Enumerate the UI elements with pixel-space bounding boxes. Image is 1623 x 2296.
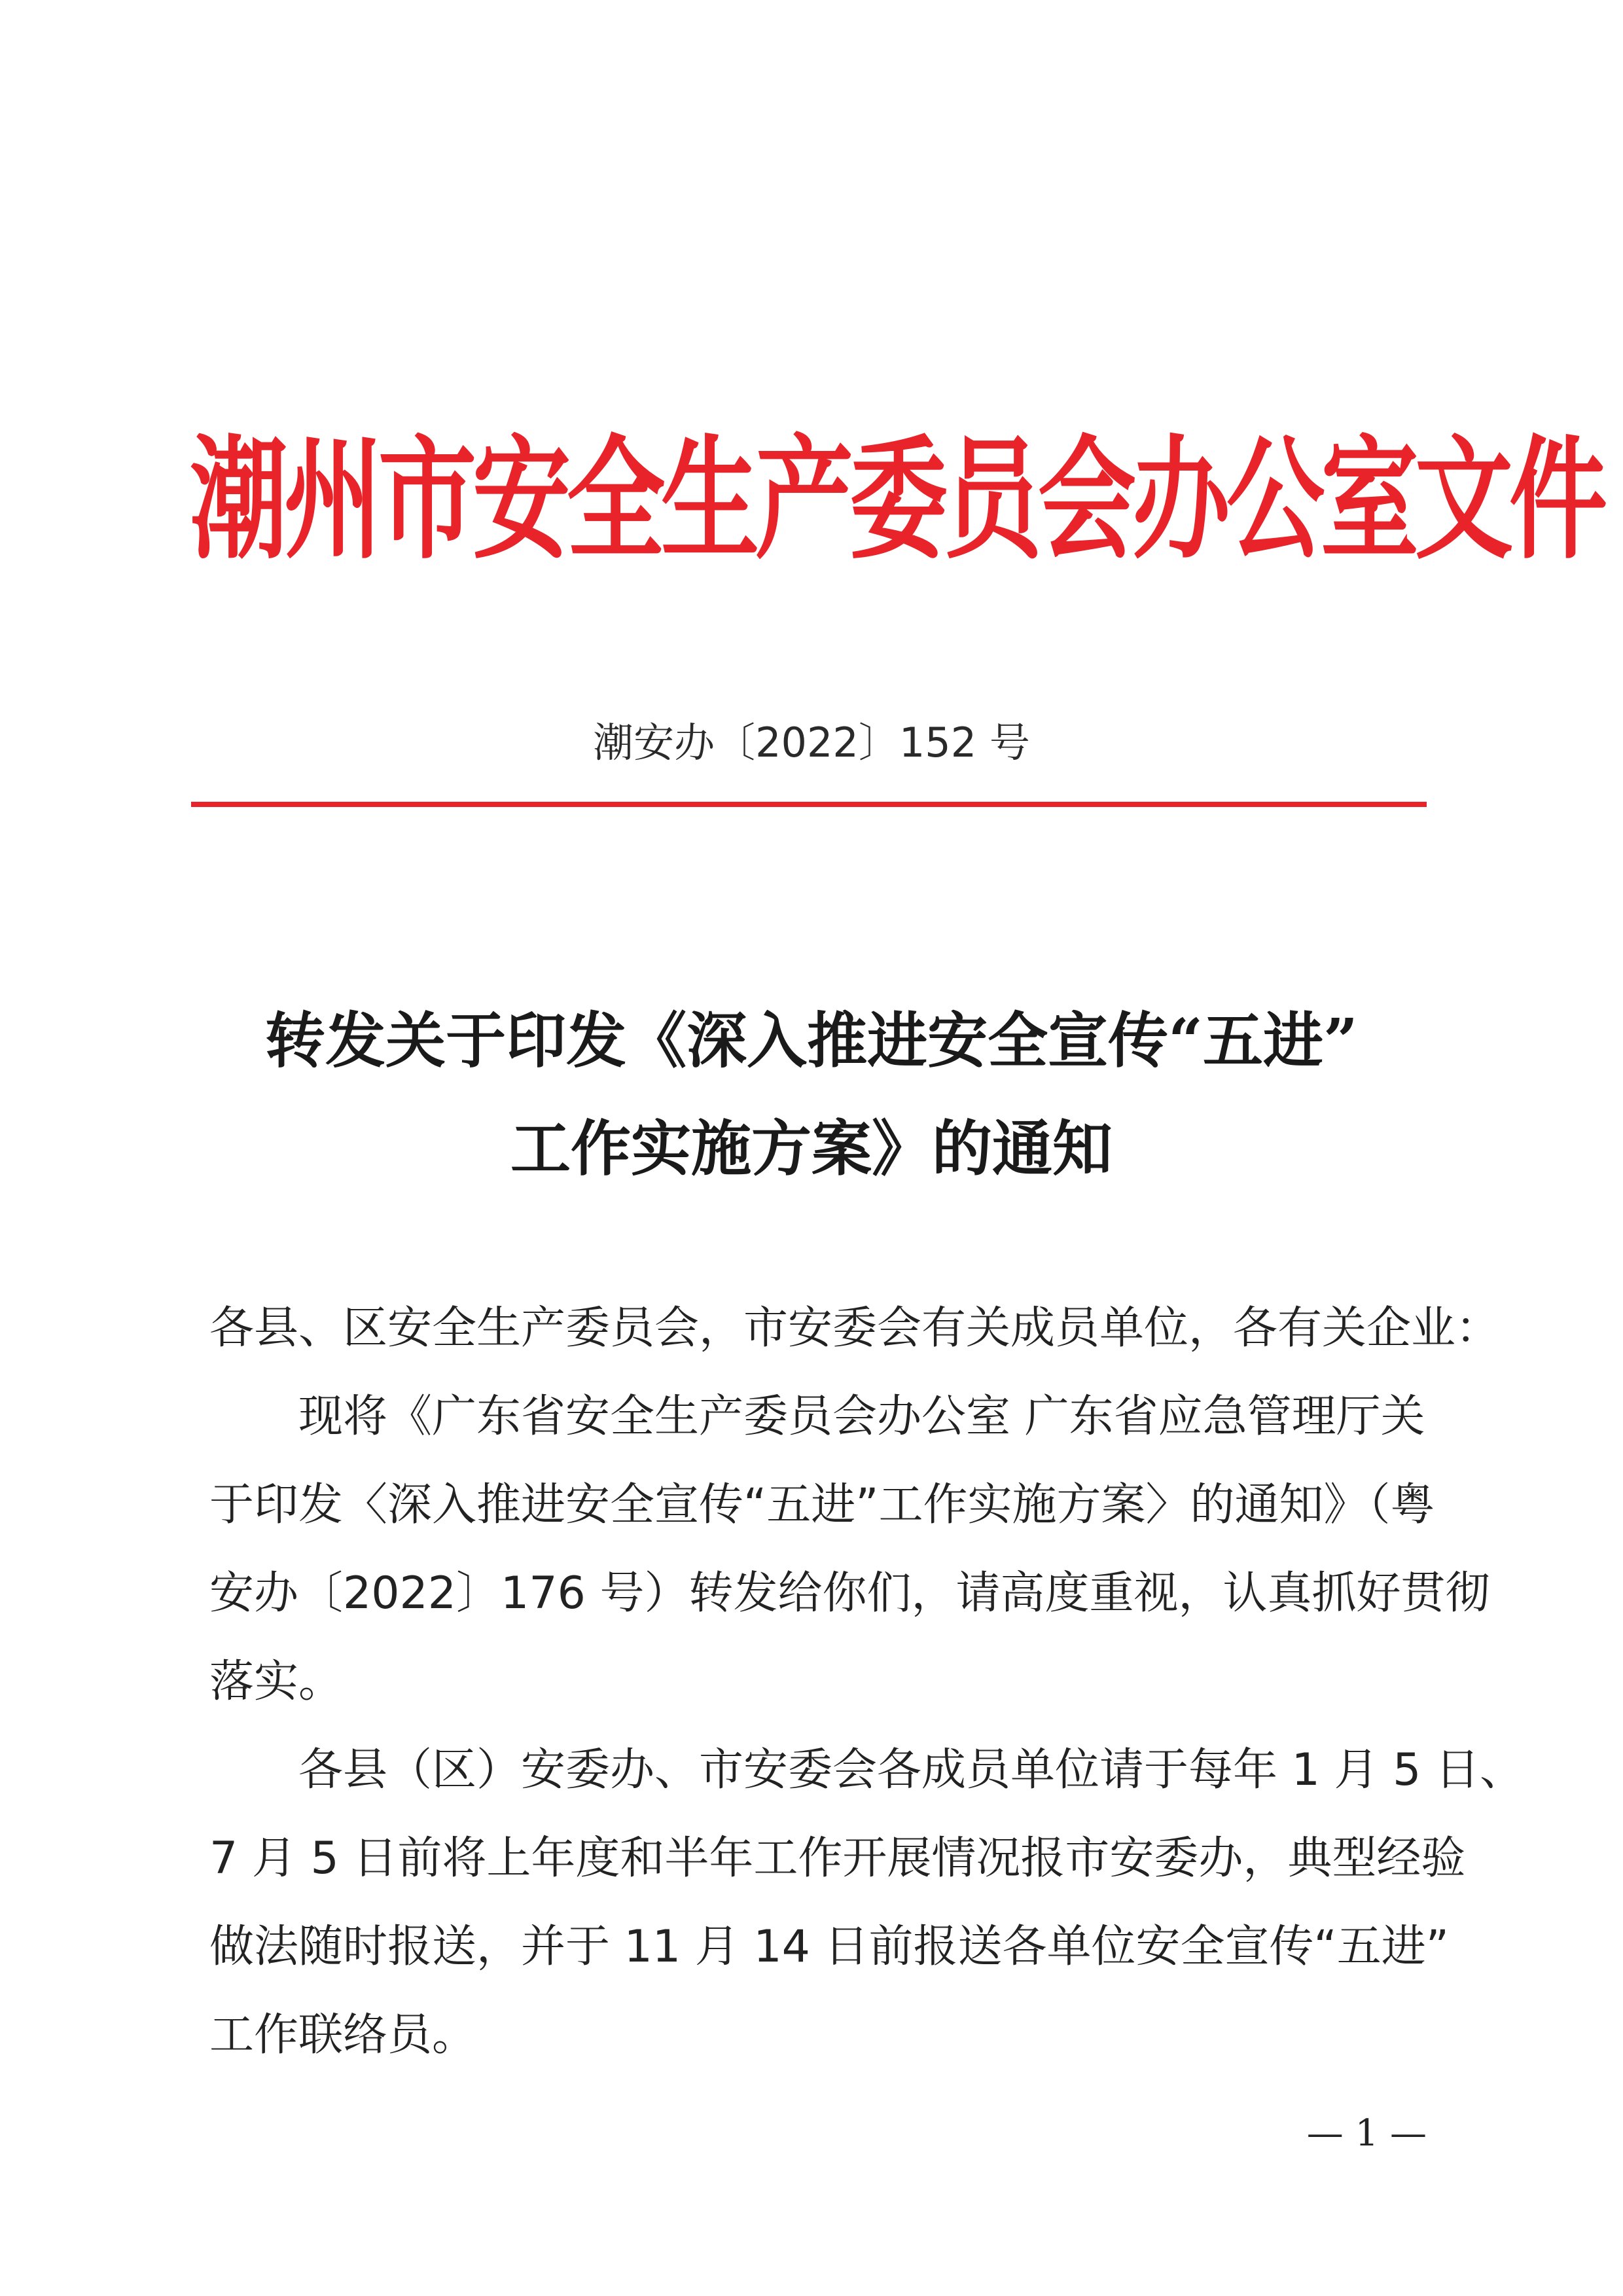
paragraph-1-line-3: 安办〔2022〕176 号）转发给你们，请高度重视，认真抓好贯彻: [209, 1568, 1490, 1619]
salutation: 各县、区安全生产委员会，市安委会有关成员单位，各有关企业：: [209, 1302, 1501, 1354]
paragraph-2-line-1: 各县（区）安委办、市安委会各成员单位请于每年 1 月 5 日、: [209, 1744, 1524, 1796]
page-number: — 1 —: [1306, 2112, 1427, 2155]
notice-title-line-1: 转发关于印发《深入推进安全宣传“五进”: [265, 1005, 1358, 1076]
paragraph-1-line-2: 于印发〈深入推进安全宣传“五进”工作实施方案〉的通知》（粤: [209, 1479, 1435, 1531]
document-number: 潮安办〔2022〕152 号: [593, 719, 1030, 766]
paragraph-1-line-1: 现将《广东省安全生产委员会办公室 广东省应急管理厅关: [209, 1391, 1425, 1443]
document-header-title: 潮州市安全生产委员会办公室文件: [190, 423, 1604, 578]
paragraph-2-line-2: 7 月 5 日前将上年度和半年工作开展情况报市安委办，典型经验: [209, 1833, 1466, 1884]
header-divider: [191, 802, 1427, 807]
paragraph-2-line-4: 工作联络员。: [209, 2009, 477, 2061]
paragraph-2-line-3: 做法随时报送，并于 11 月 14 日前报送各单位安全宣传“五进”: [209, 1921, 1449, 1973]
notice-title-line-2: 工作实施方案》的通知: [510, 1113, 1113, 1184]
paragraph-1-line-4: 落实。: [209, 1656, 344, 1708]
